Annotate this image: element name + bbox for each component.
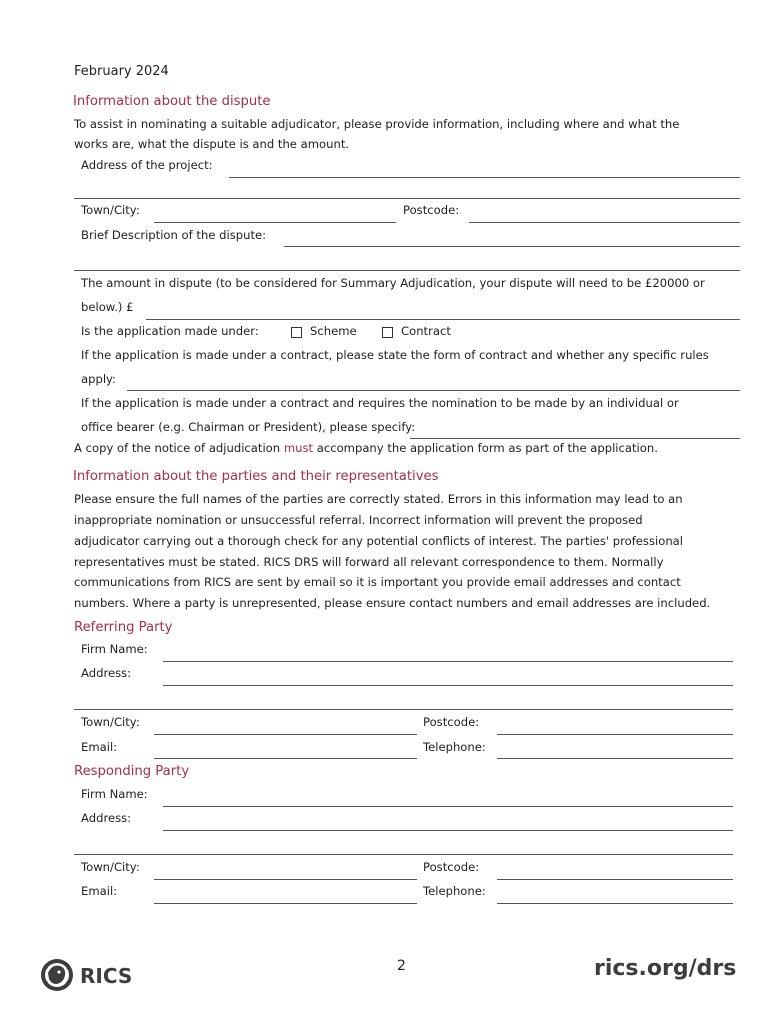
responding-firm-field[interactable]: [163, 806, 733, 807]
amount-line-1: The amount in dispute (to be considered for Summary Adjudication, your dispute will need to be £20000 or: [81, 276, 705, 290]
nomination-line-1: If the application is made under a contract and requires the nomination to be made by an individual or: [81, 396, 679, 410]
notice-note: [74, 441, 658, 455]
brief-description-field[interactable]: [284, 246, 740, 247]
referring-firm-label: Firm Name:: [81, 642, 148, 656]
website-link[interactable]: rics.org/drs: [594, 956, 737, 981]
contract-option-label: Contract: [401, 324, 451, 338]
brief-description-label: Brief Description of the dispute:: [81, 228, 267, 242]
referring-party-heading: Referring Party: [74, 620, 173, 635]
referring-telephone-label: Telephone:: [423, 740, 486, 754]
referring-email-label: Email:: [81, 740, 118, 754]
amount-field[interactable]: [146, 319, 740, 320]
responding-telephone-field[interactable]: [497, 903, 733, 904]
scheme-option-label: Scheme: [310, 324, 357, 338]
responding-town-field[interactable]: [154, 879, 417, 880]
parties-paragraph-line: communications from RICS are sent by email so it is important you provide email addresses and contact: [74, 575, 681, 589]
scheme-checkbox[interactable]: [291, 327, 302, 338]
parties-paragraph-line: inappropriate nomination or unsuccessful referral. Incorrect information will prevent the proposed: [74, 513, 643, 527]
application-type-label: Is the application made under:: [81, 324, 259, 338]
brief-description-field-2[interactable]: [74, 270, 740, 271]
responding-town-label: Town/City:: [81, 860, 140, 874]
amount-label: below.) £: [81, 300, 134, 314]
referring-email-field[interactable]: [154, 758, 417, 759]
parties-paragraph-line: representatives must be stated. RICS DRS will forward all relevant correspondence to them. Normally: [74, 555, 664, 569]
referring-firm-field[interactable]: [163, 661, 733, 662]
page-number: 2: [397, 958, 406, 974]
project-town-label: Town/City:: [81, 203, 140, 217]
responding-telephone-label: Telephone:: [423, 884, 486, 898]
nomination-field[interactable]: [410, 438, 740, 439]
notice-note-must: must: [283, 441, 314, 455]
referring-address-label: Address:: [81, 666, 132, 680]
referring-address-field[interactable]: [163, 685, 733, 686]
responding-firm-label: Firm Name:: [81, 787, 148, 801]
rics-logo: [38, 955, 158, 995]
parties-heading: Information about the parties and their representatives: [73, 469, 439, 484]
referring-town-field[interactable]: [154, 734, 417, 735]
dispute-heading: Information about the dispute: [73, 94, 271, 109]
referring-address-field-2[interactable]: [74, 709, 733, 710]
parties-paragraph-line: numbers. Where a party is unrepresented, please ensure contact numbers and email addresses are included.: [74, 596, 711, 610]
nomination-label: office bearer (e.g. Chairman or President), please specify:: [81, 420, 416, 434]
responding-address-field[interactable]: [163, 830, 733, 831]
project-address-field[interactable]: [229, 177, 740, 178]
responding-email-label: Email:: [81, 884, 118, 898]
project-address-label: Address of the project:: [81, 158, 213, 172]
project-address-field-2[interactable]: [74, 198, 740, 199]
contract-form-line-1: If the application is made under a contract, please state the form of contract and whether any specific rules: [81, 348, 709, 362]
dispute-intro-line-1: To assist in nominating a suitable adjudicator, please provide information, including where and what the: [74, 117, 680, 131]
referring-town-label: Town/City:: [81, 715, 140, 729]
responding-postcode-label: Postcode:: [423, 860, 480, 874]
document-date: February 2024: [74, 64, 169, 79]
responding-address-field-2[interactable]: [74, 854, 733, 855]
lion-emblem-icon: [41, 959, 73, 991]
notice-note-pre: A copy of the notice of adjudication: [74, 441, 284, 455]
referring-telephone-field[interactable]: [497, 758, 733, 759]
parties-paragraph-line: Please ensure the full names of the parties are correctly stated. Errors in this information may lead to an: [74, 492, 683, 506]
dispute-intro-line-2: works are, what the dispute is and the amount.: [74, 137, 350, 151]
responding-address-label: Address:: [81, 811, 132, 825]
notice-note-post: accompany the application form as part of the application.: [313, 441, 658, 455]
parties-paragraph-line: adjudicator carrying out a thorough check for any potential conflicts of interest. The parties' professional: [74, 534, 684, 548]
responding-email-field[interactable]: [154, 903, 417, 904]
responding-party-heading: Responding Party: [74, 764, 190, 779]
project-postcode-label: Postcode:: [403, 203, 460, 217]
responding-postcode-field[interactable]: [497, 879, 733, 880]
contract-checkbox[interactable]: [382, 327, 393, 338]
project-postcode-field[interactable]: [469, 222, 740, 223]
project-town-field[interactable]: [154, 222, 396, 223]
rics-logo-text: RICS: [80, 964, 133, 988]
referring-postcode-field[interactable]: [497, 734, 733, 735]
contract-form-field[interactable]: [127, 390, 740, 391]
contract-form-label: apply:: [81, 372, 116, 386]
referring-postcode-label: Postcode:: [423, 715, 480, 729]
